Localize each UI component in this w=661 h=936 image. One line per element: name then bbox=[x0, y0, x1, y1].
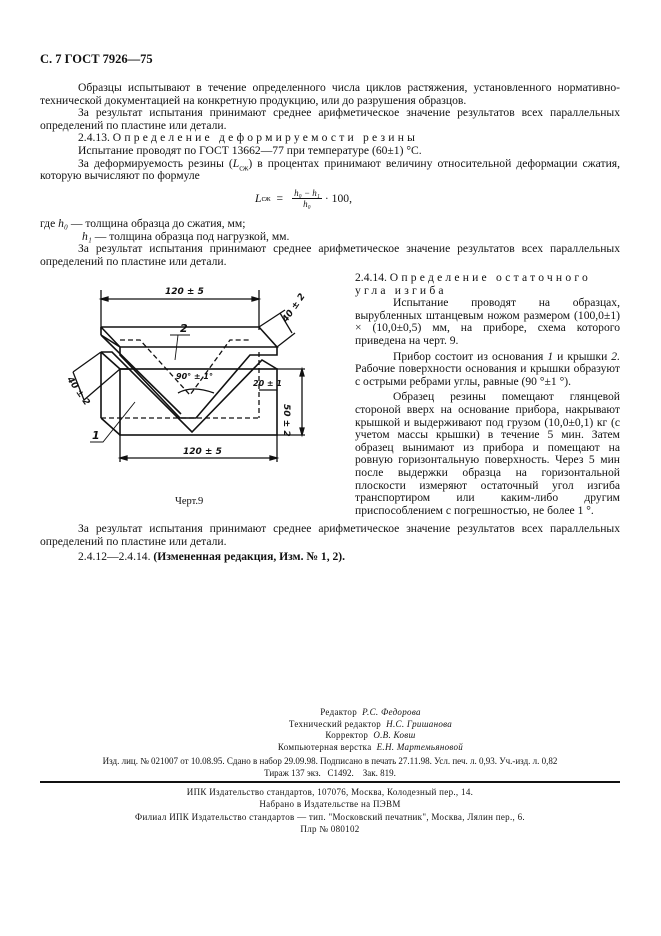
formula-lhs-sub: сж bbox=[261, 194, 271, 203]
amendment-text: (Измененная редакция, Изм. № 1, 2). bbox=[153, 550, 346, 564]
dim-groove-label: 20 ± 1 bbox=[253, 379, 282, 388]
paragraph: Испытание проводят по ГОСТ 13662—77 при температуре (60±1) °С. bbox=[78, 143, 422, 157]
formula bbox=[255, 188, 352, 209]
credit-line bbox=[80, 730, 661, 742]
publication-line: Изд. лиц. № 021007 от 10.08.95. Сдано в набор 29.09.98. Подписано в печать 27.11.98. Усл. печ. л. 0,93. Уч.-изд. л. 0,82 bbox=[102, 756, 558, 766]
section-heading-2-4-14 bbox=[355, 272, 620, 297]
body-right-column bbox=[355, 272, 620, 517]
symbol: L bbox=[232, 156, 240, 170]
paragraph bbox=[355, 351, 620, 389]
dim-cover-depth-label: 40 ± 2 bbox=[280, 292, 308, 325]
symbol: h₀ bbox=[58, 217, 68, 230]
credit-name: Е.Н. Мартемьяновой bbox=[376, 741, 464, 752]
figure-9-drawing bbox=[40, 280, 350, 495]
credit-line bbox=[80, 742, 661, 754]
dim-height-label: 50 ± 2 bbox=[281, 404, 291, 437]
dim-top-label: 120 ± 5 bbox=[165, 287, 204, 297]
section-title: Определение деформируемости резины bbox=[112, 131, 419, 145]
text: ) в процентах принимают величину относительной деформации сжатия, которую вычисляют по формуле bbox=[40, 156, 620, 183]
paragraph: За результат испытания принимают среднее арифметическое значение результатов всех параллельных определений по пластине или детали. bbox=[40, 522, 620, 548]
imprint-line: ИПК Издательство стандартов, 107076, Москва, Колодезный пер., 14. bbox=[186, 787, 474, 797]
paragraph: Образцы испытывают в течение определенного числа циклов растяжения, установленного нормативно-технической документацией на конкретную продукцию, или до разрушения образцов. bbox=[40, 81, 620, 107]
symbol: h₁ bbox=[82, 229, 92, 243]
text: и крышки bbox=[553, 349, 612, 363]
label-part-2: 2 bbox=[180, 322, 188, 335]
publication-info bbox=[30, 755, 630, 779]
imprint-line: Филиал ИПК Издательство стандартов — тип. "Московский печатник", Москва, Лялин пер., 6. bbox=[135, 811, 525, 822]
text: 1 bbox=[547, 349, 554, 363]
imprint-line: Плр № 080102 bbox=[300, 824, 360, 835]
label-part-1: 1 bbox=[92, 429, 100, 442]
formula-fraction bbox=[292, 188, 322, 209]
credit-role: Технический редактор bbox=[288, 718, 382, 729]
paragraph bbox=[40, 158, 620, 183]
formula-numerator: h₀ − h₁ bbox=[294, 188, 320, 198]
credit-name: Р.С. Федорова bbox=[362, 707, 421, 717]
credit-name: Н.С. Гришанова bbox=[386, 718, 453, 729]
credit-role: Компьютерная верстка bbox=[277, 741, 372, 752]
text: где bbox=[40, 217, 56, 230]
credit-name: О.В. Ковш bbox=[373, 730, 416, 740]
text: Прибор состоит из основания bbox=[393, 349, 548, 363]
paragraph: За результат испытания принимают среднее арифметическое значение результатов всех параллельных определений по пластине или детали. bbox=[40, 242, 620, 268]
symbol-subscript: сж bbox=[239, 162, 249, 172]
publication-line: Тираж 137 экз. С1492. Зак. 819. bbox=[264, 768, 396, 778]
text: 2.4.12—2.4.14. bbox=[78, 550, 151, 564]
credit-role: Редактор bbox=[320, 707, 358, 717]
divider bbox=[40, 781, 620, 783]
credit-role: Корректор bbox=[325, 730, 369, 740]
body-where bbox=[40, 218, 620, 268]
text: — толщина образца до сжатия, мм; bbox=[70, 217, 246, 230]
text: — толщина образца под нагрузкой, мм. bbox=[94, 229, 290, 243]
formula-equals: = bbox=[276, 192, 284, 205]
page-header: С. 7 ГОСТ 7926—75 bbox=[40, 52, 153, 66]
angle-arc bbox=[178, 389, 214, 393]
text: Рабочие поверхности основания и крышки образуют с острыми ребрами углы, равные (90 °±1 °). bbox=[355, 362, 620, 388]
credit-line bbox=[80, 719, 661, 731]
dim-bottom-label: 120 ± 5 bbox=[183, 447, 222, 457]
text: За деформируемость резины ( bbox=[78, 156, 233, 170]
formula-lhs: L bbox=[255, 192, 262, 205]
text: 2. bbox=[611, 349, 620, 363]
paragraph: Образец резины помещают глянцевой стороной вверх на основание прибора, накрывают крышкой и выдерживают под грузом (10,0±0,1) кг (с учетом массы крышки) в течение 5 мин. Затем образец вынимают из прибора и помещают на ровную горизонтальную поверхность. Через 5 мин после выдержки образца на горизонтальной плоскости измеряют остаточный угол изгиба транспортиром или каким-либо другим приспособлением с погрешностью, не более 1 °. bbox=[355, 390, 620, 517]
paragraph: Испытание проводят на образцах, вырубленных штанцевым ножом размером (100,0±1) × (10,0±0,5) мм, на приборе, схема которого приведена на черт. 9. bbox=[355, 296, 620, 347]
dim-base-depth-label: 40 ± 2 bbox=[64, 375, 92, 408]
section-number: 2.4.14. bbox=[355, 271, 387, 284]
body-top bbox=[40, 82, 620, 183]
angle-label: 90° ± 1° bbox=[176, 372, 213, 381]
paragraph: За результат испытания принимают среднее арифметическое значение результатов всех параллельных определений по пластине или детали. bbox=[40, 106, 620, 132]
figure-caption: Черт.9 bbox=[175, 496, 204, 507]
section-number: 2.4.13. bbox=[78, 131, 110, 145]
formula-denominator: h₀ bbox=[303, 199, 311, 209]
section-title: Определение остаточного угла изгиба bbox=[355, 271, 591, 297]
body-bottom bbox=[40, 523, 620, 564]
imprint bbox=[30, 786, 630, 836]
formula-tail: · 100, bbox=[324, 192, 352, 205]
imprint-line: Набрано в Издательстве на ПЭВМ bbox=[259, 799, 401, 810]
credits bbox=[0, 707, 661, 753]
amendment-note bbox=[40, 551, 620, 564]
credit-line bbox=[80, 707, 661, 719]
